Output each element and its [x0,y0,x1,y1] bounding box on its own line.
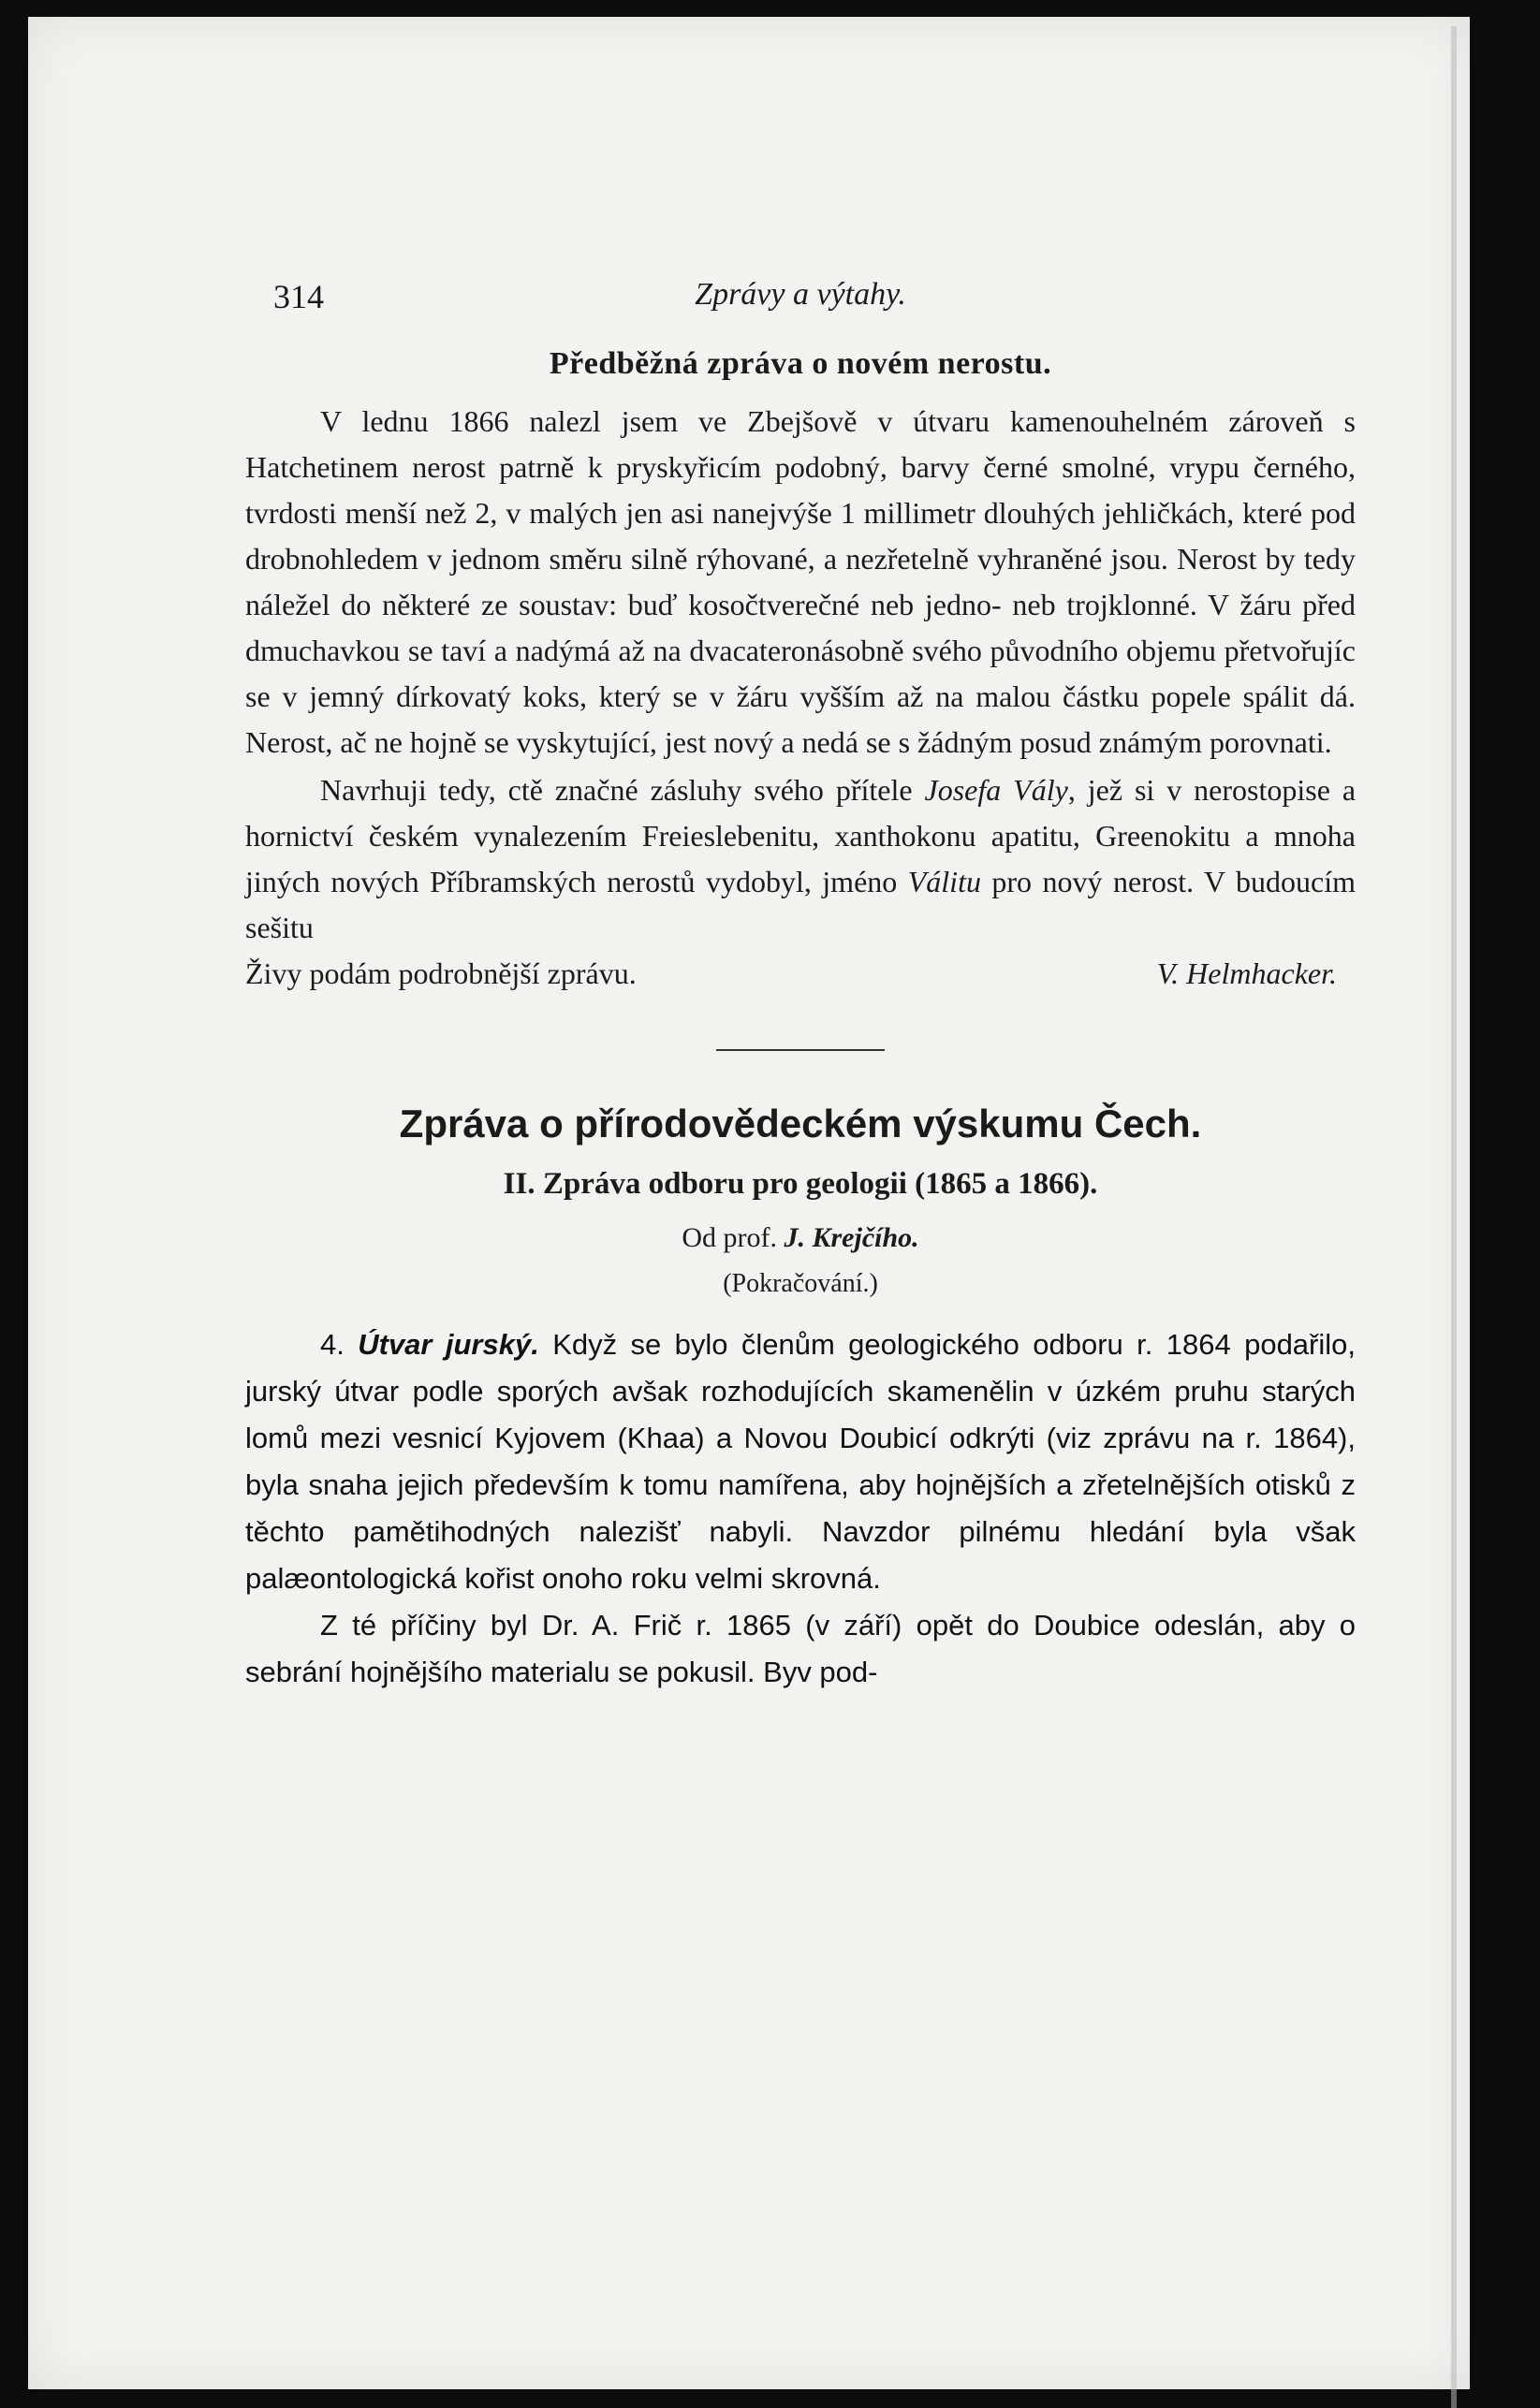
page-edge [1451,26,1457,2408]
person-name: Josefa Vály [924,773,1068,807]
continued-note: (Pokračování.) [723,1269,878,1298]
paragraph-heading: Útvar jurský. [358,1328,539,1361]
report-paragraph-2: Z té příčiny byl Dr. A. Frič r. 1865 (v září) opět do Doubice odeslán, aby o sebrání hojnějšího materialu se pokusil. Byv pod- [245,1609,1356,1688]
page-header [245,270,1356,326]
signature: V. Helmhacker. [1156,956,1337,990]
notice-paragraph-2 [245,767,1356,951]
author-prefix: Od prof. [682,1222,785,1253]
report-title: Zpráva o přírodovědeckém výskumu Čech. [399,1102,1202,1146]
notice-paragraph-1: V lednu 1866 nalezl jsem ve Zbejšově v útvaru kamenouhelném zároveň s Hatchetinem nerost patrně k pryskyřicím podobný, barvy černé smolné, vrypu černého, tvrdosti menší než 2, v malých jen asi nanejvýše 1 millimetr dlouhých jehličkách, které pod drobnohledem v jednom směru silně rýhované, a nezřetelně vyhraněné jsou. Nerost by tedy náležel do některé ze soustav: buď kosočtverečné neb jedno- neb trojklonné. V žáru před dmuchavkou se taví a nadýmá až na dvacateronásobně svého původního objemu přetvořujíc se v jemný dírkovatý koks, který se v žáru vyšším až na malou částku popele spálit dá. Nerost, ač ne hojně se vyskytující, jest nový a nedá se s žádným posud známým porovnati. [245,404,1356,759]
notice-title: Předběžná zpráva o novém nerostu. [549,346,1052,381]
page-number: 314 [273,278,324,315]
mineral-name: Válitu [907,865,981,898]
report-paragraph-1 [245,1321,1356,1602]
book-page [28,17,1470,2389]
signature-row [245,951,1356,997]
page-content [245,270,1356,1696]
report-body [245,1321,1356,1696]
para2-text-c: pro nový nerost. V budoucím sešitu [245,865,1357,944]
section-divider [716,1049,885,1051]
para2-text-b: , jež si v nerostopise a hornictví českém vynalezením Freieslebenitu, xanthokonu apatitu, Greenokitu a mnoha jiných nových Příbramských nerostů vydobyl, jméno [245,773,1357,898]
paragraph-text: Když se bylo členům geologického odboru r. 1864 podařilo, jurský útvar podle sporých avšak rozhodujících skamenělin v úzkém pruhu starých lomů mezi vesnicí Kyjovem (Khaa) a Novou Doubicí odkrýti (viz zprávu na r. 1864), byla snaha jejich především k tomu namířena, aby hojnějších a zřetelnějších otisků z těchto pamětihodných nalezišť nabyli. Navzdor pilnému hledání byla však palæontologická kořist onoho roku velmi skrovná. [245,1328,1356,1595]
running-title: Zprávy a výtahy. [695,277,906,312]
author-line [245,1222,1356,1254]
para2-text-a: Navrhuji tedy, ctě značné zásluhy svého přítele [320,773,925,807]
paragraph-number: 4. [320,1328,359,1361]
author-name: J. Krejčího. [784,1222,919,1253]
para2-last-line: Živy podám podrobnější zprávu. [245,956,637,990]
section-title: II. Zpráva odboru pro geologii (1865 a 1866). [503,1167,1098,1201]
